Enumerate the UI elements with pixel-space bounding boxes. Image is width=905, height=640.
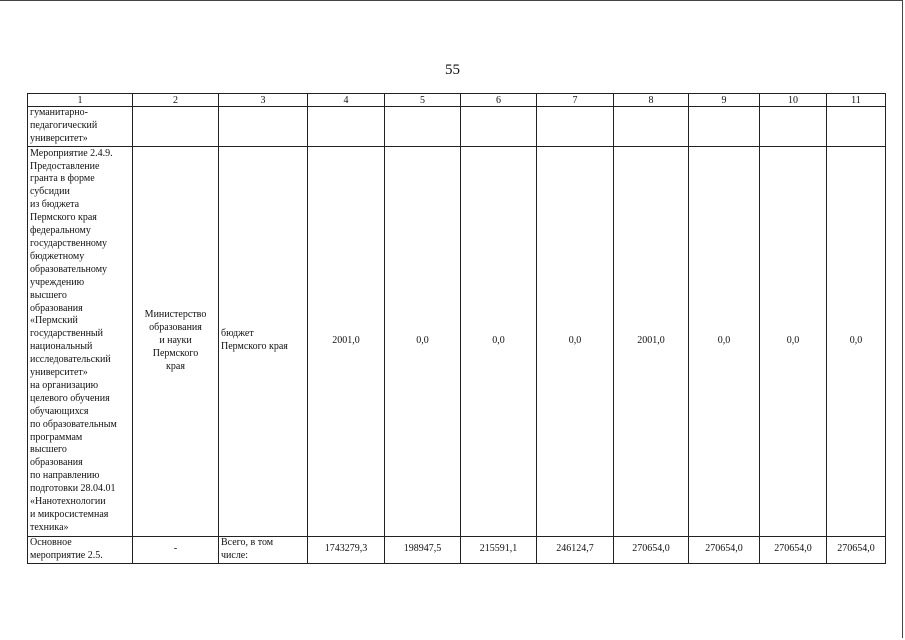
source-cell: бюджет Пермского края xyxy=(219,146,308,536)
executor-cell xyxy=(133,107,219,147)
value-cell: 0,0 xyxy=(385,146,461,536)
column-header: 10 xyxy=(760,94,827,107)
value-cell: 198947,5 xyxy=(385,536,461,563)
page-number: 55 xyxy=(445,62,460,78)
column-header: 11 xyxy=(827,94,886,107)
value-cell xyxy=(827,107,886,147)
table-row xyxy=(28,146,886,536)
column-header: 3 xyxy=(219,94,308,107)
column-header: 7 xyxy=(537,94,614,107)
column-header: 8 xyxy=(614,94,689,107)
value-cell xyxy=(385,107,461,147)
activity-cell: гуманитарно- педагогический университет» xyxy=(28,107,133,147)
value-cell: 270654,0 xyxy=(827,536,886,563)
column-header: 1 xyxy=(28,94,133,107)
value-cell: 270654,0 xyxy=(689,536,760,563)
activity-cell: Основное мероприятие 2.5. xyxy=(28,536,133,563)
value-cell: 0,0 xyxy=(689,146,760,536)
value-cell xyxy=(760,107,827,147)
table-row xyxy=(28,536,886,563)
value-cell: 246124,7 xyxy=(537,536,614,563)
value-cell: 0,0 xyxy=(461,146,537,536)
header-row xyxy=(28,94,886,107)
value-cell xyxy=(461,107,537,147)
value-cell xyxy=(614,107,689,147)
column-header: 9 xyxy=(689,94,760,107)
value-cell: 0,0 xyxy=(537,146,614,536)
value-cell: 2001,0 xyxy=(308,146,385,536)
value-cell: 215591,1 xyxy=(461,536,537,563)
column-header: 2 xyxy=(133,94,219,107)
executor-cell: Министерство образования и науки Пермского края xyxy=(133,146,219,536)
value-cell: 0,0 xyxy=(760,146,827,536)
value-cell xyxy=(689,107,760,147)
column-header: 4 xyxy=(308,94,385,107)
value-cell: 2001,0 xyxy=(614,146,689,536)
value-cell: 270654,0 xyxy=(760,536,827,563)
program-table xyxy=(27,93,886,564)
executor-cell: - xyxy=(133,536,219,563)
value-cell: 1743279,3 xyxy=(308,536,385,563)
table-row xyxy=(28,107,886,147)
value-cell: 270654,0 xyxy=(614,536,689,563)
source-cell: Всего, в том числе: xyxy=(219,536,308,563)
column-header: 5 xyxy=(385,94,461,107)
value-cell: 0,0 xyxy=(827,146,886,536)
column-header: 6 xyxy=(461,94,537,107)
activity-cell: Мероприятие 2.4.9. Предоставление гранта в форме субсидии из бюджета Пермского края федеральному государственному бюджетному образовательному учреждению высшего образования «Пермский государственный национальный исследовательский университет» на организацию целевого обучения обучающихся по образовательным программам высшего образования по направлению подготовки 28.04.01 «Нанотехнологии и микросистемная техника» xyxy=(28,146,133,536)
value-cell xyxy=(308,107,385,147)
value-cell xyxy=(537,107,614,147)
source-cell xyxy=(219,107,308,147)
